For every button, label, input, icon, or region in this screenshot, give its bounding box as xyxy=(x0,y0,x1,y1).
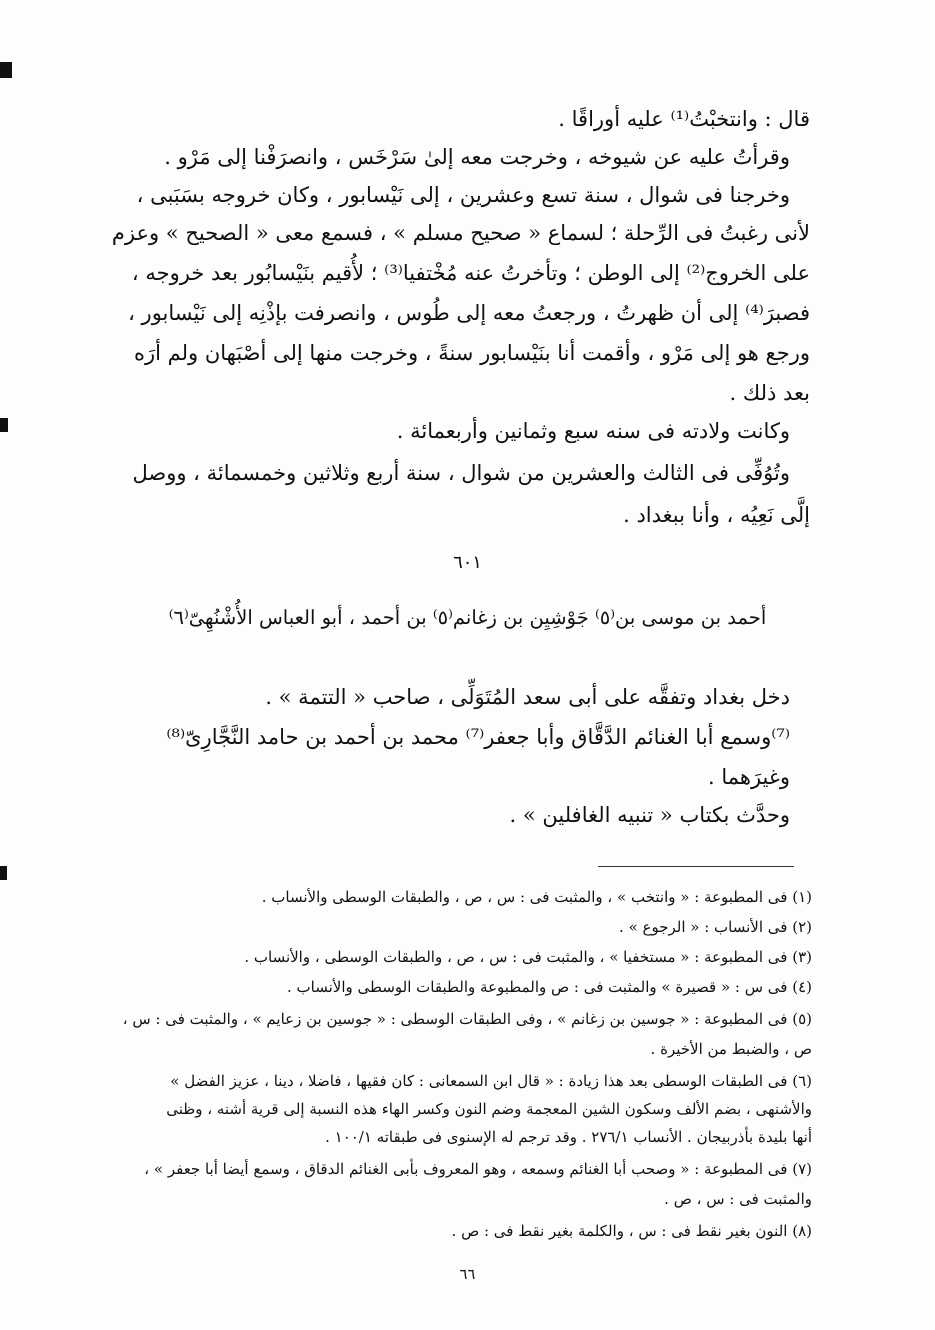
footnote-line: والأشنهى ، بضم الألف وسكون الشين المعجمة وضم النون وكسر الهاء هذه النسبة إلى قرية أشنه ، وظنى xyxy=(166,1100,812,1118)
text-line: وغيرَهما . xyxy=(707,765,790,789)
footnote-line: والمثبت فى : س ، ص . xyxy=(664,1190,812,1208)
footnote-line: (٣) فى المطبوعة : « مستخفيا » ، والمثبت فى : س ، ص ، والطبقات الوسطى ، والأنساب . xyxy=(244,948,812,966)
footnote-divider xyxy=(598,866,794,867)
text-line: لأنى رغبتُ فى الرِّحلة ؛ لسماع « صحيح مسلم » ، فسمع معى « الصحيح » وعزم xyxy=(111,221,810,245)
text-line: قال : وانتخبْتُ⁽¹⁾ عليه أوراقًا . xyxy=(558,107,810,131)
text-line: إلَّى نَعِيُه ، وأنا ببغداد . xyxy=(623,503,810,527)
footnote-line: (٦) فى الطبقات الوسطى بعد هذا زيادة : « قال ابن السمعانى : كان فقيها ، فاضلا ، دينا ، عزيز الفضل » xyxy=(170,1072,812,1090)
footnote-line: (٨) النون بغير نقط فى : س ، والكلمة بغير نقط فى : ص . xyxy=(451,1222,812,1240)
footnote-line: أنها بليدة بأذربيجان . الأنساب ٢٧٦/١ . وقد ترجم له الإسنوى فى طبقاته ١٠٠/١ . xyxy=(325,1128,812,1146)
footnote-line: (٧) فى المطبوعة : « وصحب أبا الغنائم وسمعه ، وهو المعروف بأبى الغنائم الدقاق ، وسمع أيضا أبا جعفر » ، xyxy=(144,1160,812,1178)
text-line: وتُوُفِّى فى الثالث والعشرين من شوال ، سنة أربع وثلاثين وخمسمائة ، ووصل xyxy=(132,461,790,485)
footnote-line: (٢) فى الأنساب : « الرجوع » . xyxy=(619,918,812,936)
footnote-line: ص ، والضبط من الأخيرة . xyxy=(650,1040,812,1058)
text-line: وخرجنا فى شوال ، سنة تسع وعشرين ، إلى نَيْسابور ، وكان خروجه بسَبَبى ، xyxy=(136,183,790,207)
footnote-line: (٥) فى المطبوعة : « جوسين بن زغانم » ، وفى الطبقات الوسطى : « جوسين بن زعايم » ، والمثبت فى : س ، xyxy=(122,1010,812,1028)
scan-mark-lower xyxy=(0,866,7,880)
text-line: ⁽⁷⁾وسمع أبا الغنائم الدَّقَّاق وأبا جعفر⁽⁷⁾ محمد بن أحمد بن حامد النَّجَّارِىّ⁽⁸⁾ xyxy=(166,725,790,749)
entry-text xyxy=(80,680,810,840)
text-line: وحدَّث بكتاب « تنبيه الغافلين » . xyxy=(509,803,790,827)
main-text xyxy=(80,102,810,542)
scan-mark-middle xyxy=(0,418,8,432)
page-number: ٦٦ xyxy=(459,1266,476,1283)
footnote-line: (٤) فى س : « قصيرة » والمثبت فى : ص والمطبوعة والطبقات الوسطى والأنساب . xyxy=(287,978,812,996)
text-line: على الخروج⁽²⁾ إلى الوطن ؛ وتأخرتُ عنه مُخْتفيا⁽³⁾ ؛ لأُقيم بنَيْسابُور بعد خروجه ، xyxy=(131,261,810,285)
footnotes xyxy=(70,884,812,1254)
text-line: وقرأتُ عليه عن شيوخه ، وخرجت معه إلىٰ سَرْخَس ، وانصرَفْنا إلى مَرْو . xyxy=(164,145,790,169)
text-line: فصبرَ⁽⁴⁾ إلى أن ظهرتُ ، ورجعتُ معه إلى طُوس ، وانصرفت بإذْنِه إلى نَيْسابور ، xyxy=(128,301,810,325)
entry-number: ٦٠١ xyxy=(453,552,482,573)
text-line: ورجع هو إلى مَرْو ، وأقمت أنا بنَيْسابور سنةً ، وخرجت منها إلى أصْبَهان ولم أرَه xyxy=(134,341,810,365)
entry-title: أحمد بن موسى بن⁽٥⁾ جَوْشِيِن بن زغانم⁽٥⁾ بن أحمد ، أبو العباس الأُشْنُهِىّ⁽٦⁾ xyxy=(168,606,767,629)
footnote-line: (١) فى المطبوعة : « وانتخب » ، والمثبت فى : س ، ص ، والطبقات الوسطى والأنساب . xyxy=(261,888,812,906)
text-line: وكانت ولادته فى سنه سبع وثمانين وأربعمائة . xyxy=(396,419,790,443)
text-line: دخل بغداد وتفقَّه على أبى سعد المُتَوَلِّى ، صاحب « التتمة » . xyxy=(265,685,790,709)
scan-mark-top xyxy=(0,62,12,78)
text-line: بعد ذلك . xyxy=(729,381,810,405)
